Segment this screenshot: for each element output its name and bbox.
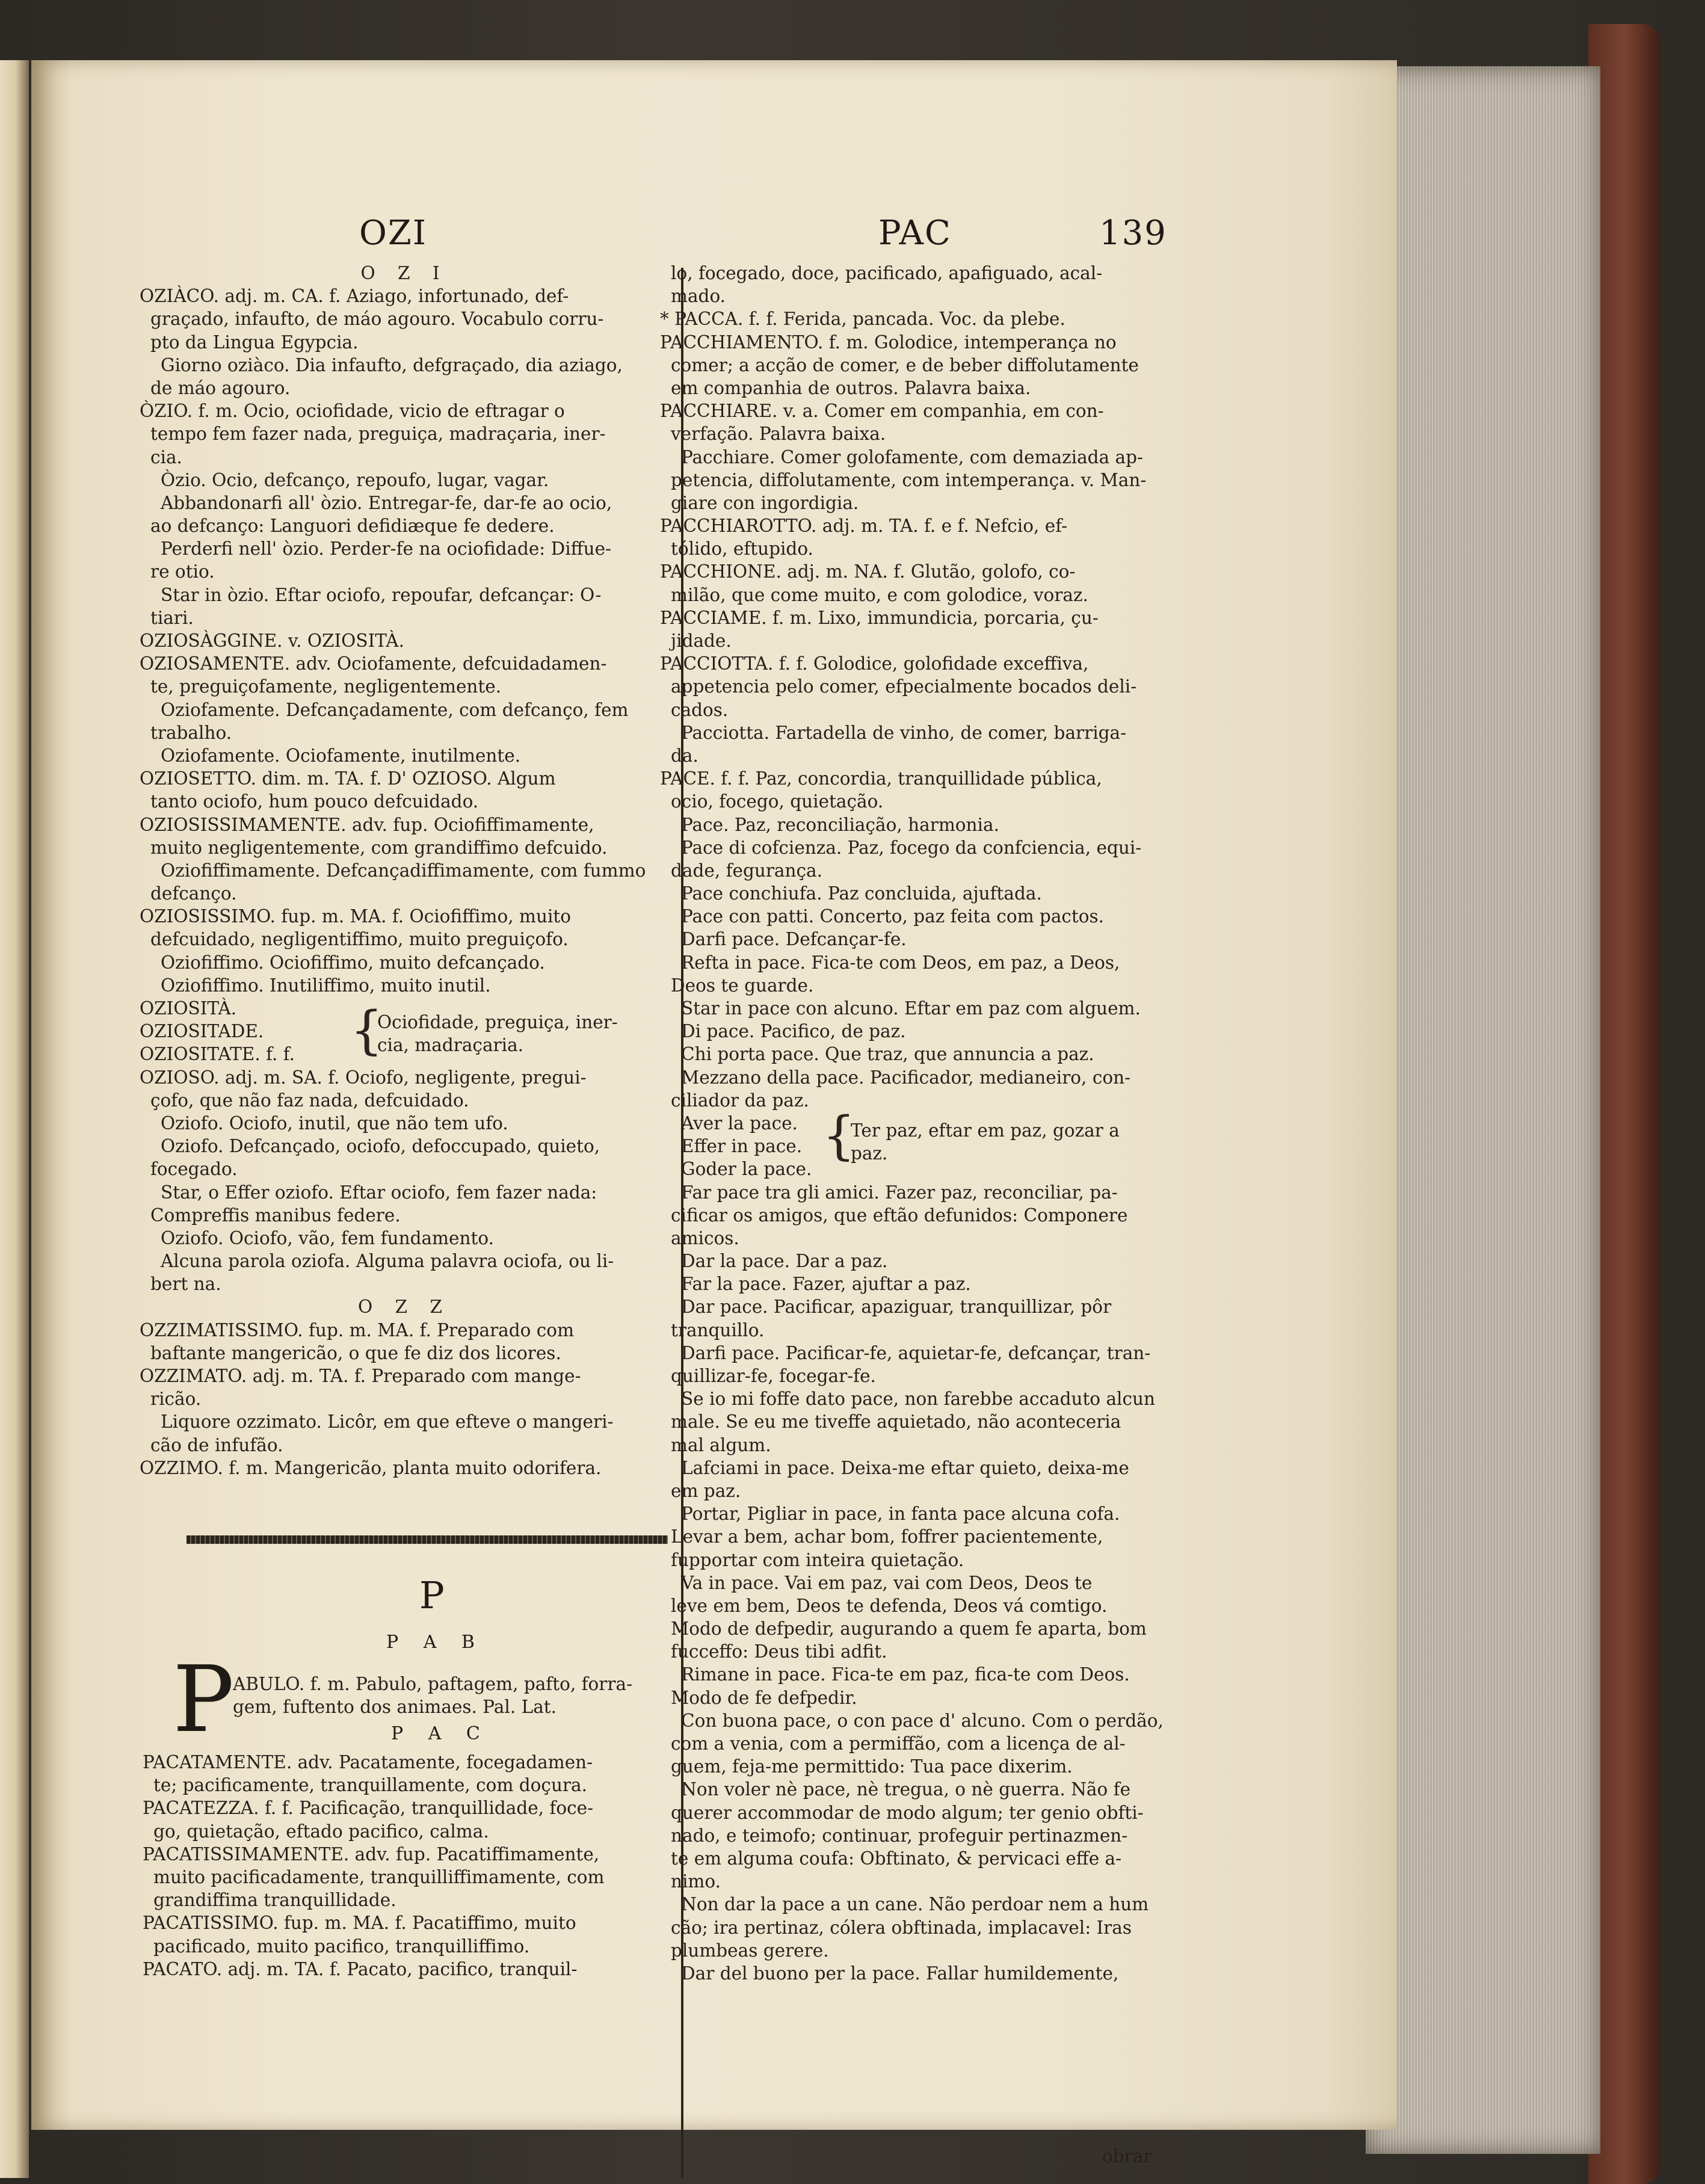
entry-line: Portar, Pigliar in pace, in fanta pace alcuna cofa.: [681, 1504, 1120, 1525]
entry-line: nimo.: [671, 1871, 721, 1892]
entry-line: Compreffis manibus federe.: [150, 1205, 401, 1226]
entry-line: PACCIOTTA. f. f. Golodice, golofidade exceffiva,: [660, 653, 1089, 674]
entry-line: te; pacificamente, tranquillamente, com doçura.: [153, 1775, 588, 1796]
entry-line: ciliador da paz.: [671, 1090, 809, 1111]
entry-line: Dar del buono per la pace. Fallar humildemente,: [681, 1963, 1119, 1984]
entry-line: ao defcanço: Languori defidiæque fe dedere.: [150, 516, 555, 537]
brace-line: cia, madraçaria.: [377, 1035, 524, 1056]
entry-line: re otio.: [150, 561, 215, 582]
entry-line: OZIOSITATE. f. f.: [140, 1044, 295, 1065]
dictionary-page: [31, 60, 1397, 2167]
entry-line: OZIOSETTO. dim. m. TA. f. D' OZIOSO. Algum: [140, 768, 556, 789]
entry-line: Darfi pace. Pacificar-fe, aquietar-fe, defcançar, tran-: [681, 1342, 1151, 1363]
entry-line: Se io mi foffe dato pace, non farebbe accaduto alcun: [681, 1389, 1155, 1410]
entry-line: em paz.: [671, 1480, 741, 1501]
brace-line: Ociofidade, preguiça, iner-: [377, 1012, 618, 1032]
left-column-entries: [140, 262, 669, 1479]
entry-line: quillizar-fe, focegar-fe.: [671, 1366, 876, 1386]
brace-line: Ter paz, eftar em paz, gozar a: [851, 1120, 1120, 1141]
entry-line: Levar a bem, achar bom, foffrer pacientemente,: [671, 1526, 1103, 1547]
oziosita-brace-definition: [377, 1011, 678, 1057]
entry-line: em companhia de outros. Palavra baixa.: [671, 377, 1031, 398]
entry-line: tanto ociofo, hum pouco defcuidado.: [150, 791, 479, 812]
entry-line: OZIOSITÀ.: [140, 998, 237, 1019]
entry-line: muito pacificadamente, tranquilliffimamente, com: [153, 1866, 605, 1887]
entry-line: cão de infufão.: [150, 1434, 283, 1455]
entry-line: Pace conchiufa. Paz concluida, ajuftada.: [681, 883, 1042, 904]
entry-line: focegado.: [150, 1159, 238, 1180]
brace-symbol: {: [822, 1106, 856, 1166]
entry-line: OZIOSAMENTE. adv. Ociofamente, defcuidadamen-: [140, 653, 607, 674]
brace-line: paz.: [851, 1143, 888, 1164]
entry-line: mal algum.: [671, 1434, 771, 1455]
section-rule: [187, 1535, 668, 1544]
entry-line: Chi porta pace. Que traz, que annuncia a paz.: [681, 1044, 1094, 1065]
entry-line: tranquillo.: [671, 1319, 765, 1340]
catchword: obrar: [1102, 2146, 1152, 2167]
section-heading-pab: P A B: [386, 1632, 484, 1653]
entry-line: milão, que come muito, e com golodice, voraz.: [671, 584, 1088, 605]
entry-line: verfação. Palavra baixa.: [671, 424, 886, 445]
entry-line: OZIÀCO. adj. m. CA. f. Aziago, infortunado, def-: [140, 286, 569, 307]
page-block-edge: [1366, 66, 1600, 2154]
entry-line: Modo de defpedir, augurando a quem fe aparta, bom: [671, 1618, 1147, 1640]
entry-line: Lafciami in pace. Deixa-me eftar quieto, deixa-me: [681, 1457, 1129, 1478]
drop-cap: P: [173, 1646, 235, 1753]
entry-line: ocio, focego, quietação.: [671, 791, 884, 812]
entry-line: cificar os amigos, que eftão defunidos: Componere: [671, 1205, 1128, 1226]
entry-line: de máo agouro.: [150, 377, 291, 398]
section-heading-pac: P A C: [391, 1723, 490, 1744]
entry-line: PACCHIARE. v. a. Comer em companhia, em con-: [660, 401, 1104, 422]
entry-line: OZIOSÀGGINE. v. OZIOSITÀ.: [140, 631, 404, 651]
entry-line: * PACCA. f. f. Ferida, pancada. Voc. da plebe.: [660, 309, 1065, 330]
entry-line: appetencia pelo comer, efpecialmente bocados deli-: [671, 676, 1137, 697]
entry-line: dade, fegurança.: [671, 860, 823, 881]
entry-line: cia.: [150, 446, 182, 467]
entry-line: PACATEZZA. f. f. Pacificação, tranquillidade, foce-: [143, 1798, 594, 1819]
entry-line: giare con ingordigia.: [671, 492, 859, 513]
entry-line: Darfi pace. Defcançar-fe.: [681, 929, 907, 950]
entry-line: gem, fuftento dos animaes. Pal. Lat.: [233, 1697, 557, 1718]
pabulo-entry: [233, 1673, 678, 1718]
entry-line: Oziofiffimamente. Defcançadiffimamente, com fummo: [161, 860, 646, 881]
entry-line: OZZIMO. f. m. Mangericão, planta muito odorifera.: [140, 1457, 602, 1478]
entry-line: Oziofo. Ociofo, vão, fem fundamento.: [161, 1227, 494, 1248]
entry-line: fucceffo: Deus tibi adfit.: [671, 1641, 887, 1662]
entry-line: mado.: [671, 286, 726, 307]
entry-line: Òzio. Ocio, defcanço, repoufo, lugar, vagar.: [161, 469, 549, 490]
entry-line: Oziofo. Defcançado, ociofo, defoccupado, quieto,: [161, 1136, 600, 1157]
entry-line: Liquore ozzimato. Licôr, em que efteve o mangeri-: [161, 1411, 614, 1433]
entry-line: OZIOSISSIMAMENTE. adv. fup. Ociofiffimamente,: [140, 814, 594, 835]
entry-line: Deos te guarde.: [671, 975, 814, 996]
entry-line: baftante mangericão, o que fe diz dos licores.: [150, 1342, 561, 1363]
entry-line: amicos.: [671, 1227, 739, 1248]
entry-line: trabalho.: [150, 722, 232, 743]
entry-line: Star, o Effer oziofo. Eftar ociofo, fem fazer nada:: [161, 1182, 597, 1203]
entry-line: OZIOSO. adj. m. SA. f. Ociofo, negligente, pregui-: [140, 1067, 587, 1088]
entry-line: com a venia, com a permiffão, com a licença de al-: [671, 1733, 1126, 1754]
entry-line: nado, e teimofo; continuar, profeguir pertinazmen-: [671, 1825, 1128, 1846]
entry-line: Pace di cofcienza. Paz, focego da confciencia, equi-: [681, 837, 1142, 858]
entry-line: te em alguma coufa: Obftinato, & pervicaci effe a-: [671, 1848, 1122, 1869]
entry-line: Pace. Paz, reconciliação, harmonia.: [681, 814, 999, 835]
entry-line: Perderfi nell' òzio. Perder-fe na ociofidade: Diffue-: [161, 538, 612, 560]
entry-line: muito negligentemente, com grandiffimo defcuido.: [150, 837, 608, 858]
entry-line: jidade.: [671, 631, 732, 651]
entry-line: OZZIMATO. adj. m. TA. f. Preparado com mange-: [140, 1366, 581, 1386]
left-column-pac-entries: [143, 1751, 672, 1981]
entry-line: OZZIMATISSIMO. fup. m. MA. f. Preparado com: [140, 1319, 575, 1340]
entry-line: Di pace. Pacifico, de paz.: [681, 1021, 906, 1042]
entry-line: Oziofo. Ociofo, inutil, que não tem ufo.: [161, 1112, 508, 1134]
entry-line: Effer in pace.: [681, 1136, 803, 1157]
entry-line: da.: [671, 745, 698, 766]
entry-line: Refta in pace. Fica-te com Deos, em paz, a Deos,: [681, 952, 1120, 973]
entry-line: OZIOSISSIMO. fup. m. MA. f. Ociofiffimo, muito: [140, 906, 572, 927]
previous-page-edge: [0, 60, 29, 2178]
entry-line: Va in pace. Vai em paz, vai com Deos, Deos te: [681, 1572, 1093, 1593]
entry-line: Oziofiffimo. Ociofiffimo, muito defcançado.: [161, 952, 545, 973]
entry-line: Con buona pace, o con pace d' alcuno. Com o perdão,: [681, 1710, 1164, 1731]
entry-line: PACATO. adj. m. TA. f. Pacato, pacifico, tranquil-: [143, 1958, 578, 1979]
entry-line: pto da Lingua Egypcia.: [150, 332, 359, 353]
entry-line: Star in òzio. Eftar ociofo, repoufar, defcançar: O-: [161, 584, 602, 605]
entry-line: fupportar com inteira quietação.: [671, 1549, 964, 1570]
brace-symbol: {: [350, 1001, 383, 1061]
entry-line: Pacchiare. Comer golofamente, com demaziada ap-: [681, 446, 1143, 467]
entry-line: Giorno oziàco. Dia infaufto, defgraçado, dia aziago,: [161, 354, 623, 375]
entry-line: Pacciotta. Fartadella de vinho, de comer, barriga-: [681, 722, 1127, 743]
entry-line: grandiffima tranquillidade.: [153, 1890, 396, 1911]
entry-line: defcuidado, negligentiffimo, muito preguiçofo.: [150, 929, 569, 950]
running-head-center: PAC: [878, 214, 952, 253]
entry-line: querer accommodar de modo algum; ter genio obfti-: [671, 1802, 1144, 1823]
page-number: 139: [1099, 214, 1167, 253]
entry-line: OZIOSITADE.: [140, 1021, 264, 1042]
entry-line: pacificado, muito pacifico, tranquilliffimo.: [153, 1936, 530, 1957]
entry-line: Far la pace. Fazer, ajuftar a paz.: [681, 1274, 971, 1295]
entry-line: Alcuna parola oziofa. Alguma palavra ociofa, ou li-: [161, 1251, 614, 1272]
entry-line: Dar pace. Pacificar, apaziguar, tranquillizar, pôr: [681, 1297, 1112, 1318]
entry-line: O Z I: [360, 263, 448, 283]
entry-line: tólido, eftupido.: [671, 538, 813, 560]
entry-line: plumbeas gerere.: [671, 1940, 829, 1961]
entry-line: PACATISSIMO. fup. m. MA. f. Pacatiffimo, muito: [143, 1913, 576, 1934]
letter-heading: P: [419, 1573, 445, 1617]
entry-line: Star in pace con alcuno. Eftar em paz com alguem.: [681, 998, 1141, 1019]
entry-line: PACCHIAMENTO. f. m. Golodice, intemperança no: [660, 332, 1117, 353]
entry-line: bert na.: [150, 1274, 221, 1295]
entry-line: graçado, infaufto, de máo agouro. Vocabulo corru-: [150, 309, 604, 330]
entry-line: te, preguiçofamente, negligentemente.: [150, 676, 502, 697]
entry-line: cados.: [671, 699, 729, 720]
entry-line: male. Se eu me tiveffe aquietado, não aconteceria: [671, 1411, 1121, 1433]
entry-line: Dar la pace. Dar a paz.: [681, 1251, 888, 1272]
entry-line: PACE. f. f. Paz, concordia, tranquillidade pública,: [660, 768, 1102, 789]
entry-line: O Z Z: [358, 1297, 451, 1318]
entry-line: ABULO. f. m. Pabulo, paftagem, pafto, forra-: [233, 1674, 633, 1694]
entry-line: tempo fem fazer nada, preguiça, madraçaria, iner-: [150, 424, 606, 445]
entry-line: lo, focegado, doce, pacificado, apafiguado, acal-: [671, 263, 1103, 283]
entry-line: Far pace tra gli amici. Fazer paz, reconciliar, pa-: [681, 1182, 1118, 1203]
entry-line: PACCIAME. f. m. Lixo, immundicia, porcaria, çu-: [660, 607, 1099, 628]
entry-line: Non voler nè pace, nè tregua, o nè guerra. Não fe: [681, 1779, 1131, 1800]
pace-brace-definition: [851, 1119, 1212, 1165]
entry-line: go, quietação, eftado pacifico, calma.: [153, 1821, 489, 1842]
entry-line: Pace con patti. Concerto, paz feita com pactos.: [681, 906, 1105, 927]
entry-line: Goder la pace.: [681, 1159, 812, 1180]
entry-line: Non dar la pace a un cane. Não perdoar nem a hum: [681, 1894, 1149, 1915]
entry-line: PACCHIAROTTO. adj. m. TA. f. e f. Nefcio, ef-: [660, 516, 1068, 537]
entry-line: PACATAMENTE. adv. Pacatamente, focegadamen-: [143, 1752, 593, 1772]
entry-line: tiari.: [150, 607, 194, 628]
entry-line: Aver la pace.: [681, 1112, 798, 1134]
entry-line: cão; ira pertinaz, cólera obftinada, implacavel: Iras: [671, 1917, 1132, 1938]
entry-line: Oziofamente. Defcançadamente, com defcanço, fem: [161, 699, 629, 720]
entry-line: comer; a acção de comer, e de beber diffolutamente: [671, 354, 1139, 375]
entry-line: PACATISSIMAMENTE. adv. fup. Pacatiffimamente,: [143, 1843, 600, 1865]
entry-line: Oziofamente. Ociofamente, inutilmente.: [161, 745, 521, 766]
entry-line: Modo de fe defpedir.: [671, 1687, 857, 1708]
entry-line: ÒZIO. f. m. Ocio, ociofidade, vicio de eftragar o: [140, 401, 565, 422]
entry-line: Abbandonarfi all' òzio. Entregar-fe, dar-fe ao ocio,: [161, 492, 612, 513]
entry-line: Mezzano della pace. Pacificador, medianeiro, con-: [681, 1067, 1131, 1088]
entry-line: defcanço.: [150, 883, 237, 904]
running-head-left: OZI: [359, 214, 427, 253]
entry-line: ricão.: [150, 1389, 202, 1410]
entry-line: PACCHIONE. adj. m. NA. f. Glutão, golofo, co-: [660, 561, 1076, 582]
entry-line: Oziofiffimo. Inutiliffimo, muito inutil.: [161, 975, 491, 996]
entry-line: guem, feja-me permittido: Tua pace dixerim.: [671, 1756, 1073, 1777]
entry-line: leve em bem, Deos te defenda, Deos vá comtigo.: [671, 1595, 1108, 1616]
entry-line: petencia, diffolutamente, com intemperança. v. Man-: [671, 469, 1147, 490]
entry-line: çofo, que não faz nada, defcuidado.: [150, 1090, 469, 1111]
entry-line: Rimane in pace. Fica-te em paz, fica-te com Deos.: [681, 1664, 1130, 1685]
